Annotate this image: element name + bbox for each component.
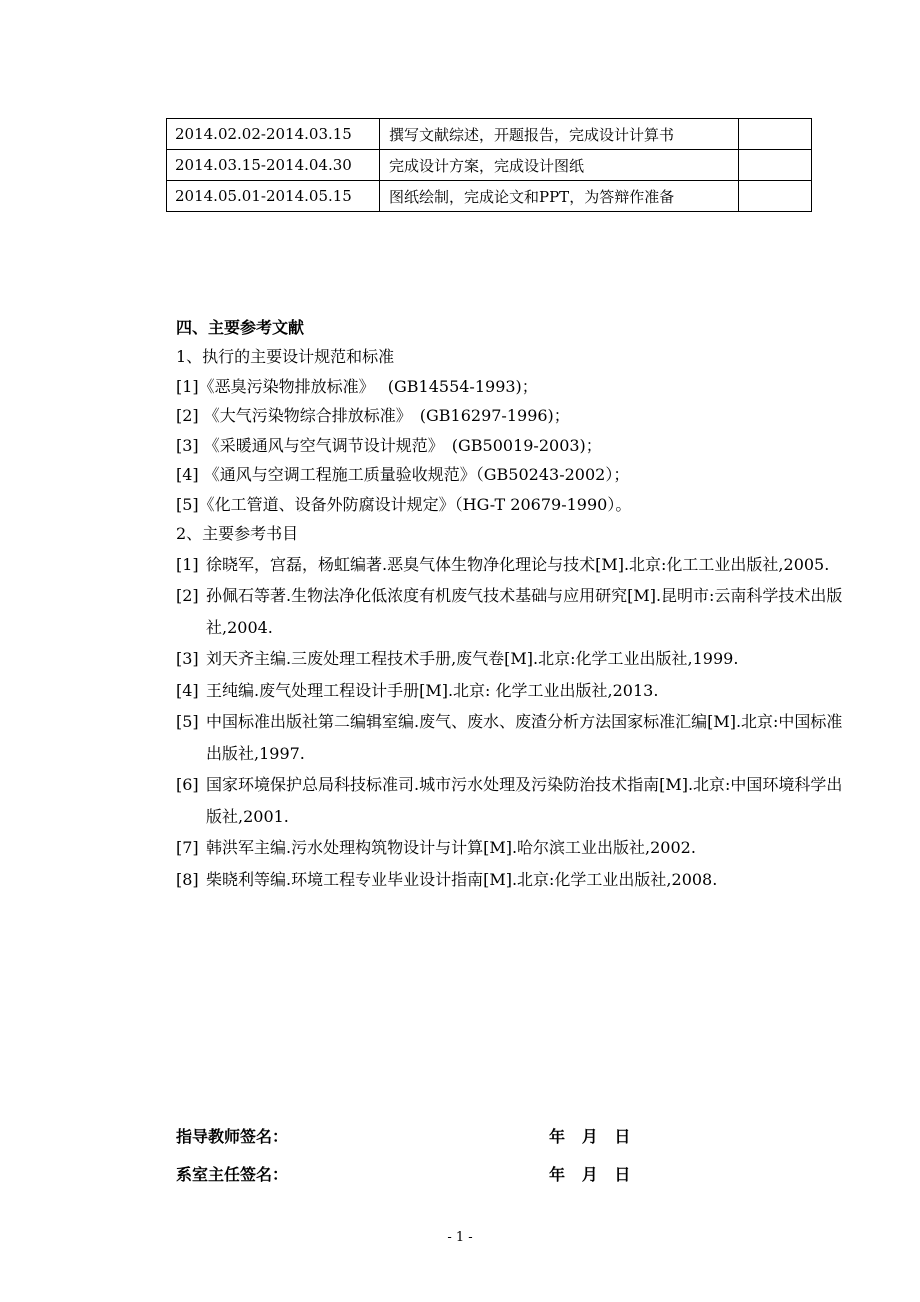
table-row (167, 119, 812, 150)
task-cell: 完成设计方案，完成设计图纸 (380, 150, 739, 181)
reference-text: 孙佩石等著.生物法净化低浓度有机废气技术基础与应用研究[M].昆明市:云南科学技术出版社,2004. (206, 586, 843, 637)
task-cell: 图纸绘制，完成论文和PPT，为答辩作准备 (380, 181, 739, 212)
reference-number: [1] (176, 554, 199, 574)
book-reference (176, 832, 846, 864)
reference-text: 韩洪军主编.污水处理构筑物设计与计算[M].哈尔滨工业出版社,2002. (206, 838, 696, 857)
period-cell: 2014.03.15-2014.04.30 (167, 150, 380, 181)
book-reference (176, 706, 846, 769)
standards-heading: 1、执行的主要设计规范和标准 (176, 347, 395, 366)
note-cell (739, 150, 812, 181)
period-cell: 2014.02.02-2014.03.15 (167, 119, 380, 150)
table-row (167, 181, 812, 212)
reference-number: [7] (176, 838, 199, 857)
reference-text: 中国标准出版社第二编辑室编.废气、废水、废渣分析方法国家标准汇编[M].北京:中国标准出版社,1997. (206, 712, 843, 763)
section-heading: 四、主要参考文献 (176, 318, 305, 337)
reference-number: [5] (176, 712, 199, 731)
table-row (167, 150, 812, 181)
period-cell: 2014.05.01-2014.05.15 (167, 181, 380, 212)
note-cell (739, 119, 812, 150)
reference-number: [4] (176, 680, 199, 700)
book-reference (176, 580, 846, 643)
reference-number: [3] (176, 649, 199, 668)
reference-number: [6] (176, 775, 199, 794)
reference-text: 刘天齐主编.三废处理工程技术手册,废气卷[M].北京:化学工业出版社,1999. (206, 649, 739, 668)
page-number: - 1 - (447, 1230, 473, 1245)
standard-item: [3] 《采暖通风与空气调节设计规范》 (GB50019-2003)； (176, 435, 602, 455)
reference-number: [8] (176, 869, 199, 889)
advisor-signature-label: 指导教师签名： (176, 1127, 289, 1146)
book-reference (176, 675, 846, 707)
schedule-table (166, 118, 812, 212)
book-reference (176, 864, 846, 896)
note-cell (739, 181, 812, 212)
standard-item: [1]《恶臭污染物排放标准》 (GB14554-1993)； (176, 376, 538, 396)
book-reference (176, 769, 846, 832)
reference-text: 王纯编.废气处理工程设计手册[M].北京: 化学工业出版社,2013. (206, 680, 659, 700)
reference-number: [2] (176, 586, 199, 605)
reference-text: 国家环境保护总局科技标准司.城市污水处理及污染防治技术指南[M].北京:中国环境科学出版社,2001. (206, 775, 843, 826)
reference-text: 柴晓利等编.环境工程专业毕业设计指南[M].北京:化学工业出版社,2008. (206, 869, 718, 889)
standard-item: [5]《化工管道、设备外防腐设计规定》（HG-T 20679-1990）。 (176, 494, 632, 514)
standard-item: [2] 《大气污染物综合排放标准》 (GB16297-1996)； (176, 406, 570, 425)
book-reference (176, 643, 846, 675)
director-signature-date: 年 月 日 (549, 1165, 631, 1184)
book-reference (176, 549, 846, 581)
books-heading: 2、主要参考书目 (176, 524, 299, 543)
advisor-signature-date: 年 月 日 (549, 1127, 631, 1146)
standard-item: [4] 《通风与空调工程施工质量验收规范》（GB50243-2002）； (176, 465, 630, 484)
task-cell: 撰写文献综述，开题报告，完成设计计算书 (380, 119, 739, 150)
director-signature-label: 系室主任签名： (176, 1165, 289, 1184)
reference-text: 徐晓军，宫磊，杨虹编著.恶臭气体生物净化理论与技术[M].北京:化工工业出版社,2005. (206, 554, 830, 574)
references-section (176, 313, 846, 895)
